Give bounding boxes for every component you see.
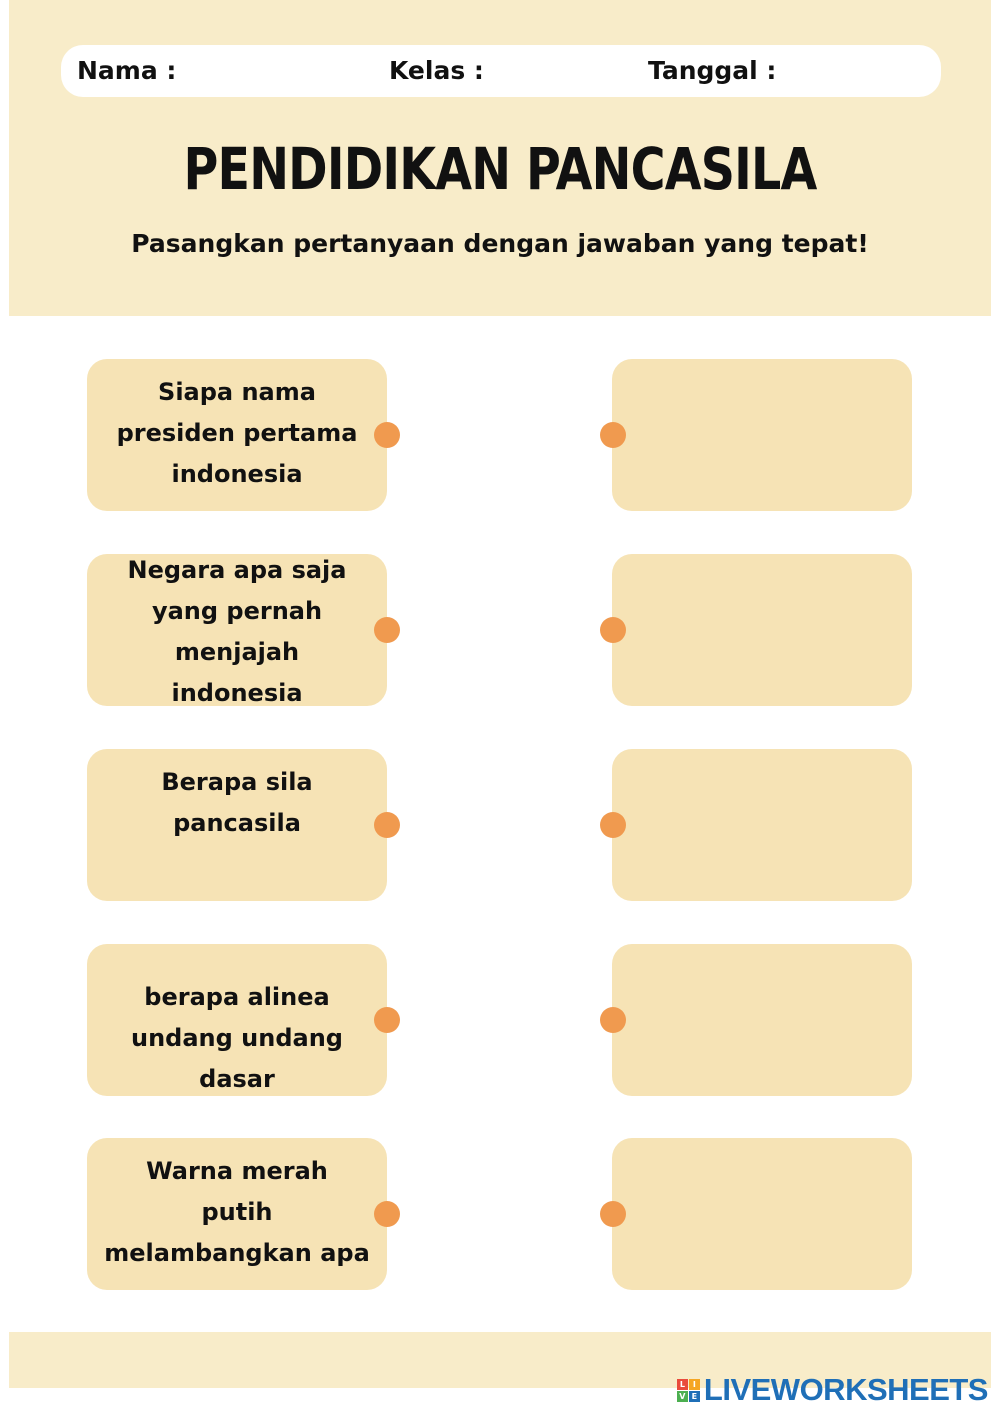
answer-box-5[interactable] [612,1138,912,1290]
question-text-1: Siapa nama presiden pertama indonesia [116,378,358,488]
liveworksheets-logo-icon [677,1379,700,1402]
question-connector-dot-5[interactable] [374,1201,400,1227]
question-connector-dot-1[interactable] [374,422,400,448]
question-box-2 [87,554,387,706]
answer-connector-dot-4[interactable] [600,1007,626,1033]
question-box-3 [87,749,387,901]
answer-box-4[interactable] [612,944,912,1096]
answer-box-3[interactable] [612,749,912,901]
question-connector-dot-3[interactable] [374,812,400,838]
tanggal-label: Tanggal : [648,56,777,85]
answer-connector-dot-5[interactable] [600,1201,626,1227]
question-connector-dot-2[interactable] [374,617,400,643]
student-info-bar [61,45,941,97]
question-box-1 [87,359,387,511]
question-text-2: Negara apa saja yang pernah menjajah indonesia [127,556,347,707]
instruction-text: Pasangkan pertanyaan dengan jawaban yang tepat! [131,229,869,258]
kelas-label: Kelas : [389,56,484,85]
question-box-4 [87,944,387,1096]
question-text-5: Warna merah putih melambangkan apa [104,1157,370,1267]
liveworksheets-wordmark: LIVEWORKSHEETS [703,1372,988,1407]
nama-label: Nama : [77,56,177,85]
answer-connector-dot-2[interactable] [600,617,626,643]
logo-letter-e: E [689,1391,700,1402]
answer-box-2[interactable] [612,554,912,706]
logo-letter-v: V [677,1391,688,1402]
logo-letter-i: I [689,1379,700,1390]
answer-box-1[interactable] [612,359,912,511]
logo-letter-l: L [677,1379,688,1390]
question-connector-dot-4[interactable] [374,1007,400,1033]
answer-connector-dot-3[interactable] [600,812,626,838]
question-text-3: Berapa sila pancasila [161,768,313,837]
page-title: PENDIDIKAN PANCASILA [183,135,817,203]
answer-connector-dot-1[interactable] [600,422,626,448]
question-box-5 [87,1138,387,1290]
liveworksheets-brand [677,1370,988,1410]
question-text-4: berapa alinea undang undang dasar [131,983,343,1093]
